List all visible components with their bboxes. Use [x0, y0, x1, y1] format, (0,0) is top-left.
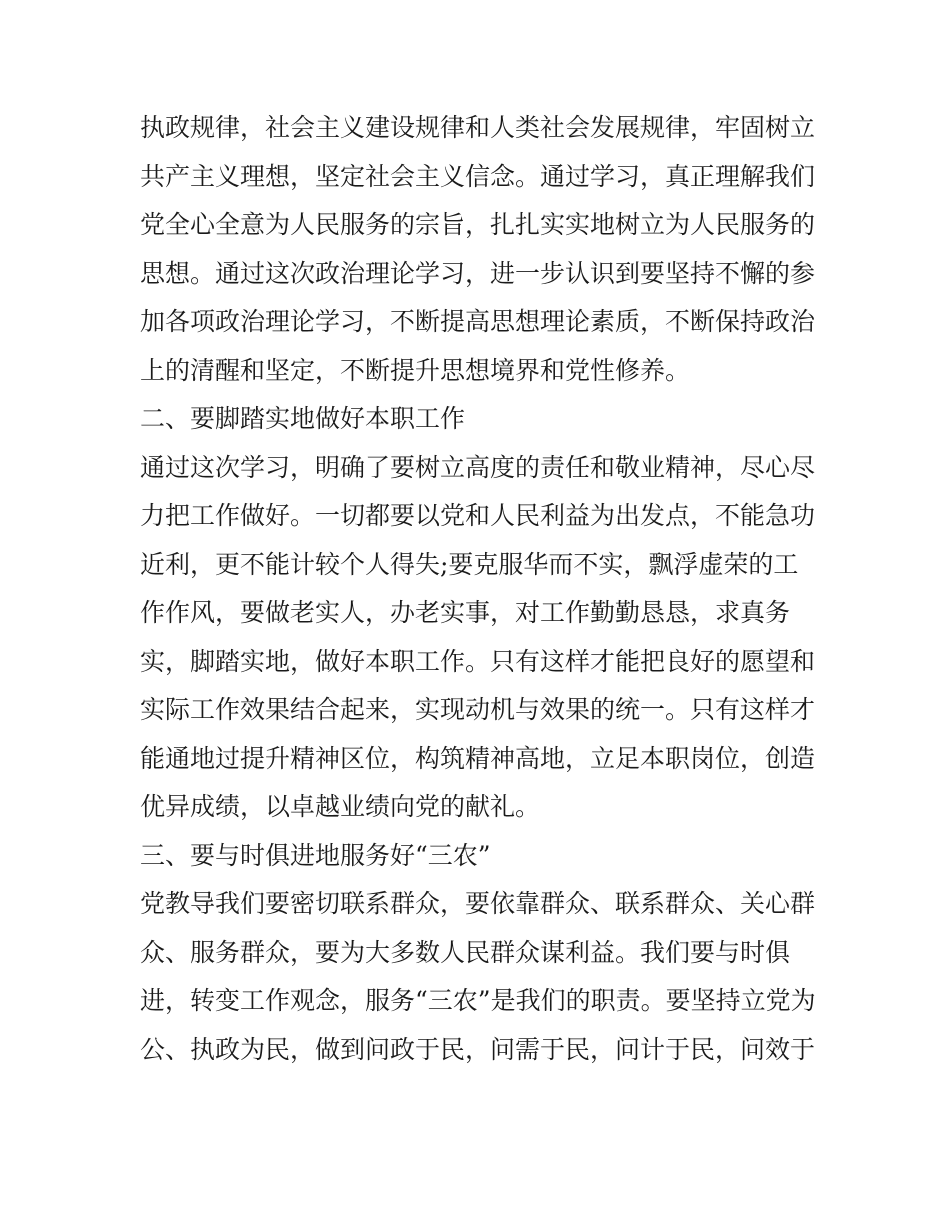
- paragraph-line: 加各项政治理论学习，不断提高思想理论素质，不断保持政治: [140, 307, 816, 336]
- document-body: [140, 104, 816, 1074]
- paragraph-line: 通过这次学习，明确了要树立高度的责任和敬业精神，尽心尽: [140, 452, 816, 482]
- paragraph-line: 上的清醒和坚定，不断提升思想境界和党性修养。: [140, 355, 691, 385]
- paragraph-line: 党教导我们要密切联系群众，要依靠群众、联系群众、关心群: [140, 889, 816, 918]
- section-heading-2: 二、要脚踏实地做好本职工作: [140, 404, 466, 433]
- paragraph-line: 作作风，要做老实人，办老实事，对工作勤勤恳恳，求真务: [140, 598, 791, 627]
- paragraph-line: 近利，更不能计较个人得失;要克服华而不实，飘浮虚荣的工: [140, 549, 799, 579]
- paragraph-line: 进，转变工作观念，服务“三农”是我们的职责。要坚持立党为: [140, 986, 816, 1015]
- paragraph-line: 实，脚踏实地，做好本职工作。只有这样才能把良好的愿望和: [140, 646, 816, 676]
- section-heading-3: 三、要与时俱进地服务好“三农”: [140, 840, 491, 870]
- paragraph-line: 思想。通过这次政治理论学习，进一步认识到要坚持不懈的参: [140, 258, 816, 288]
- paragraph-line: 公、执政为民，做到问政于民，问需于民，问计于民，问效于: [140, 1034, 816, 1064]
- paragraph-line: 力把工作做好。一切都要以党和人民利益为出发点，不能急功: [140, 501, 816, 530]
- paragraph-line: 共产主义理想，坚定社会主义信念。通过学习，真正理解我们: [140, 161, 816, 191]
- paragraph-line: 党全心全意为人民服务的宗旨，扎扎实实地树立为人民服务的: [140, 210, 816, 239]
- paragraph-line: 优异成绩，以卓越业绩向党的献礼。: [140, 792, 541, 821]
- paragraph-line: 执政规律，社会主义建设规律和人类社会发展规律，牢固树立: [140, 113, 816, 142]
- paragraph-line: 众、服务群众，要为大多数人民群众谋利益。我们要与时俱: [140, 937, 791, 967]
- paragraph-line: 能通地过提升精神区位，构筑精神高地，立足本职岗位，创造: [140, 743, 816, 773]
- paragraph-line: 实际工作效果结合起来，实现动机与效果的统一。只有这样才: [140, 695, 816, 724]
